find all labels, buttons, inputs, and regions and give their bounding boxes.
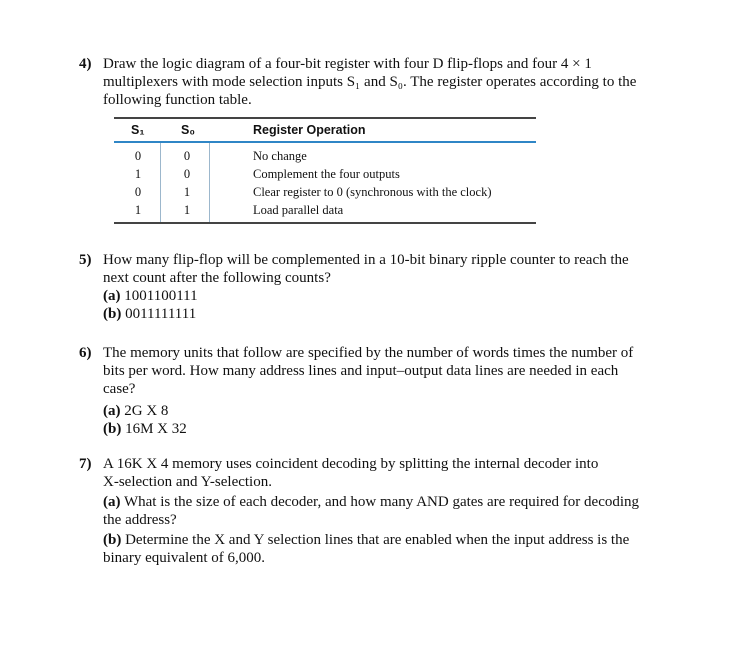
text-line: Draw the logic diagram of a four-bit register with four D flip-flops and four 4 × 1 — [103, 56, 592, 72]
question-text — [103, 344, 684, 398]
text-line: bits per word. How many address lines and input–output data lines are needed in each — [103, 363, 619, 379]
table-header-s0: S₀ — [181, 123, 195, 137]
cell-operation: No change — [253, 149, 307, 163]
cell-s1: 1 — [134, 167, 142, 181]
table-bottom-rule — [114, 222, 536, 224]
sub-question-b — [103, 531, 684, 567]
text-line: next count after the following counts? — [103, 270, 331, 286]
cell-s0: 0 — [183, 167, 191, 181]
table-header-rule — [114, 141, 536, 143]
text-line: case? — [103, 381, 136, 397]
cell-s1: 0 — [134, 149, 142, 163]
cell-operation: Complement the four outputs — [253, 167, 400, 181]
text-line: multiplexers with mode selection inputs S₁ and S₀. The register operates according to the — [103, 74, 637, 90]
question-text — [103, 455, 684, 491]
cell-s1: 1 — [134, 203, 142, 217]
cell-s1: 0 — [134, 185, 142, 199]
sub-question-b — [103, 305, 684, 323]
question-number: 6) — [79, 345, 92, 361]
sub-text: 0011111111 — [125, 306, 197, 322]
text-line: X-selection and Y-selection. — [103, 474, 272, 490]
text-line: The memory units that follow are specified by the number of words times the number of — [103, 345, 634, 361]
sub-label: (a) — [103, 494, 121, 510]
cell-s0: 1 — [183, 203, 191, 217]
question-5 — [79, 251, 684, 323]
sub-text: Determine the X and Y selection lines that are enabled when the input address is the — [125, 532, 630, 548]
table-header-operation: Register Operation — [253, 123, 366, 137]
sub-text: 1001100111 — [124, 288, 198, 304]
sub-question-b — [103, 420, 684, 438]
sub-question-a — [103, 287, 684, 305]
cell-operation: Load parallel data — [253, 203, 344, 217]
text-line: A 16K X 4 memory uses coincident decoding by splitting the internal decoder into — [103, 456, 599, 472]
question-7 — [79, 455, 684, 567]
sub-question-a — [103, 493, 684, 529]
sub-label: (b) — [103, 532, 122, 548]
cell-s0: 1 — [183, 185, 191, 199]
sub-text: 16M X 32 — [125, 421, 187, 437]
cell-s0: 0 — [183, 149, 191, 163]
question-4 — [79, 55, 684, 109]
sub-text: What is the size of each decoder, and how many AND gates are required for decoding — [123, 494, 640, 510]
table-top-rule — [114, 117, 536, 119]
sub-label: (b) — [103, 421, 122, 437]
sub-text: the address? — [103, 512, 177, 528]
sub-label: (b) — [103, 306, 122, 322]
question-number: 7) — [79, 456, 92, 472]
table-column-divider — [160, 143, 161, 222]
sub-text: binary equivalent of 6,000. — [103, 550, 266, 566]
sub-question-a — [103, 402, 684, 420]
question-number: 4) — [79, 56, 92, 72]
question-text — [103, 251, 684, 287]
table-header-s1: S₁ — [131, 123, 145, 137]
question-text — [103, 55, 684, 109]
text-line: following function table. — [103, 92, 252, 108]
cell-operation: Clear register to 0 (synchronous with the clock) — [253, 185, 492, 199]
sub-label: (a) — [103, 288, 121, 304]
table-column-divider — [209, 143, 210, 222]
sub-text: 2G X 8 — [124, 403, 169, 419]
question-6 — [79, 344, 684, 438]
sub-label: (a) — [103, 403, 121, 419]
text-line: How many flip-flop will be complemented in a 10-bit binary ripple counter to reach the — [103, 252, 629, 268]
question-number: 5) — [79, 252, 92, 268]
